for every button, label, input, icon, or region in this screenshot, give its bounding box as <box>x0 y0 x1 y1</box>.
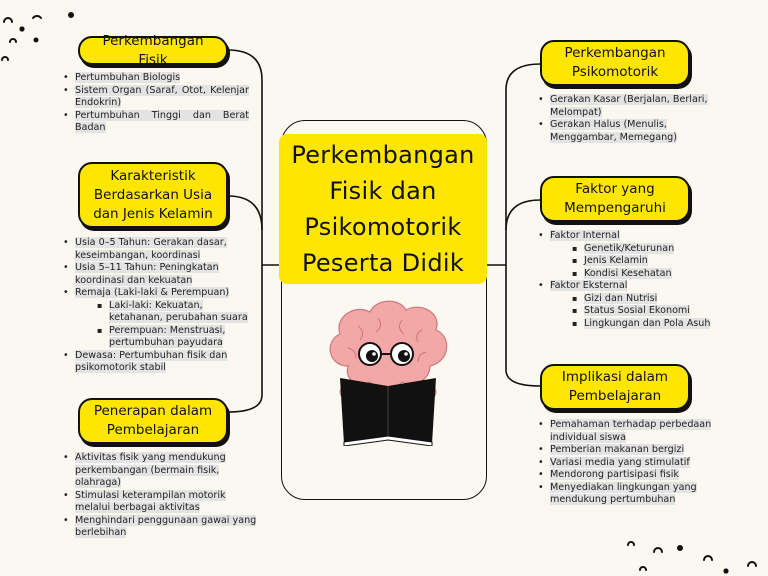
list-subitem: ▪ Kondisi Kesehatan <box>536 268 716 281</box>
right-connector <box>506 64 540 386</box>
list-subitem: ▪ Laki-laki: Kekuatan, ketahanan, perubahan suara <box>61 300 257 325</box>
list-faktor <box>536 230 716 330</box>
left-connector-mid <box>228 196 262 230</box>
node-title: Perkembangan Fisik <box>102 32 204 68</box>
list-item: • Usia 5–11 Tahun: Peningkatan koordinasi dan kekuatan <box>61 262 257 287</box>
center-title: Perkembangan Fisik dan Psikomotorik Peserta Didik <box>279 134 487 284</box>
list-item: • Pertumbuhan Biologis <box>61 72 249 85</box>
node-title: Implikasi dalam Pembelajaran <box>561 369 669 404</box>
node-faktor <box>540 176 690 222</box>
list-item: • Pertumbuhan Tinggi dan Berat Badan <box>61 110 249 135</box>
node-title: Perkembangan Psikomotorik <box>564 45 666 80</box>
list-item: • Pemberian makanan bergizi <box>536 444 714 457</box>
list-item: • Faktor Internal <box>536 230 716 243</box>
list-subitem: ▪ Gizi dan Nutrisi <box>536 293 716 306</box>
list-subitem: ▪ Jenis Kelamin <box>536 255 716 268</box>
list-implikasi <box>536 419 714 507</box>
node-title: Faktor yang Mempengaruhi <box>564 181 666 216</box>
list-item: • Remaja (Laki-laki & Perempuan) <box>61 287 257 300</box>
right-connector-mid <box>506 200 540 230</box>
list-subitem: ▪ Perempuan: Menstruasi, pertumbuhan payudara <box>61 325 257 350</box>
node-title: Karakteristik Berdasarkan Usia dan Jenis Kelamin <box>93 167 213 222</box>
list-item: • Mendorong partisipasi fisik <box>536 469 714 482</box>
list-item: • Dewasa: Pertumbuhan fisik dan psikomotorik stabil <box>61 350 257 375</box>
brain-reading-book-illustration <box>318 296 458 446</box>
list-item: • Menyediakan lingkungan yang mendukung pertumbuhan <box>536 482 714 507</box>
list-subitem: ▪ Lingkungan dan Pola Asuh <box>536 318 716 331</box>
node-implikasi <box>540 364 690 410</box>
list-penerapan <box>61 452 257 540</box>
node-perkembangan-fisik <box>78 32 228 68</box>
list-item: • Gerakan Kasar (Berjalan, Berlari, Melompat) <box>536 94 714 119</box>
list-karakteristik <box>61 237 257 375</box>
node-perkembangan-psikomotorik <box>540 40 690 86</box>
list-psikomotorik <box>536 94 714 144</box>
node-penerapan <box>78 398 228 444</box>
list-item: • Stimulasi keterampilan motorik melalui berbagai aktivitas <box>61 490 257 515</box>
list-item: • Usia 0–5 Tahun: Gerakan dasar, keseimbangan, koordinasi <box>61 237 257 262</box>
list-item: • Faktor Eksternal <box>536 280 716 293</box>
list-item: • Pemahaman terhadap perbedaan individual siswa <box>536 419 714 444</box>
node-title: Penerapan dalam Pembelajaran <box>93 403 213 438</box>
list-item: • Variasi media yang stimulatif <box>536 457 714 470</box>
list-subitem: ▪ Genetik/Keturunan <box>536 243 716 256</box>
list-item: • Aktivitas fisik yang mendukung perkembangan (bermain fisik, olahraga) <box>61 452 257 490</box>
list-perkembangan-fisik <box>61 72 249 135</box>
node-karakteristik <box>78 162 228 228</box>
list-item: • Menghindari penggunaan gawai yang berlebihan <box>61 515 257 540</box>
list-item: • Sistem Organ (Saraf, Otot, Kelenjar Endokrin) <box>61 85 249 110</box>
list-subitem: ▪ Status Sosial Ekonomi <box>536 305 716 318</box>
list-item: • Gerakan Halus (Menulis, Menggambar, Memegang) <box>536 119 714 144</box>
